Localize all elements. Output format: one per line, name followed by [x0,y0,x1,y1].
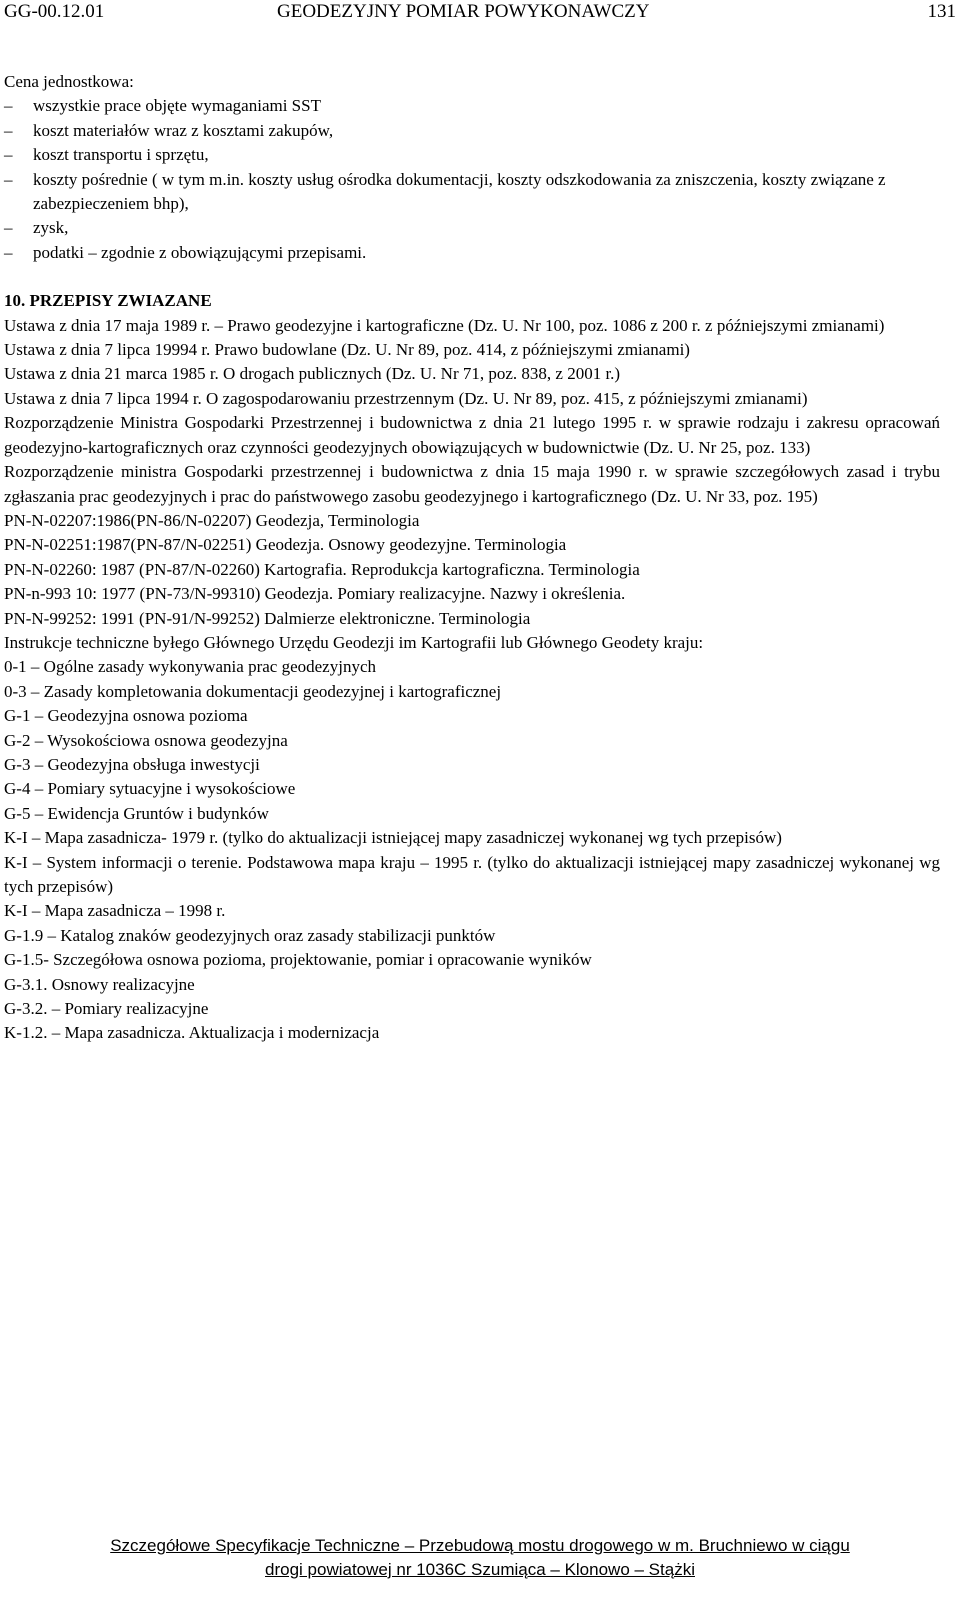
reference-item: PN-N-02251:1987(PN-87/N-02251) Geodezja. Osnowy geodezyjne. Terminologia [4,535,567,555]
page-number: 131 [927,1,956,22]
reference-item: PN-n-993 10: 1977 (PN-73/N-99310) Geodezja. Pomiary realizacyjne. Nazwy i określenia. [4,584,626,604]
reference-item: G-5 – Ewidencja Gruntów i budynków [4,803,269,823]
reference-item: 0-3 – Zasady kompletowania dokumentacji geodezyjnej i kartograficznej [4,681,502,701]
price-list-item [4,119,940,143]
dash-bullet: – [4,120,13,140]
unit-price-list [4,94,940,265]
price-list-item-text: wszystkie prace objęte wymaganiami SST [33,96,321,116]
reference-item: K-I – Mapa zasadnicza- 1979 r. (tylko do aktualizacji istniejącej mapy zasadniczej wykonanej wg tych przepisów) [4,828,782,848]
reference-item: Ustawa z dnia 7 lipca 19994 r. Prawo budowlane (Dz. U. Nr 89, poz. 414, z późniejszymi zmianami) [4,340,690,360]
price-list-item-text: podatki – zgodnie z obowiązującymi przepisami. [33,242,367,262]
document-code: GG-00.12.01 [4,1,105,22]
price-list-item-text: zysk, [33,218,69,238]
price-list-item [4,168,940,217]
price-list-item-text: koszt materiałów wraz z kosztami zakupów, [33,120,334,140]
reference-item: Instrukcje techniczne byłego Głównego Urzędu Geodezji im Kartografii lub Głównego Geodety kraju: [4,632,704,652]
reference-item: G-1 – Geodezyjna osnowa pozioma [4,706,248,726]
price-list-item [4,241,940,265]
reference-item: K-1.2. – Mapa zasadnicza. Aktualizacja i modernizacja [4,1023,380,1043]
reference-item: G-1.5- Szczegółowa osnowa pozioma, projektowanie, pomiar i opracowanie wyników [4,950,592,970]
reference-item: PN-N-99252: 1991 (PN-91/N-99252) Dalmierze elektroniczne. Terminologia [4,608,531,628]
reference-item: K-I – Mapa zasadnicza – 1998 r. [4,901,226,921]
reference-item: Rozporządzenie Ministra Gospodarki Przestrzennej i budownictwa z dnia 21 lutego 1995 r. w sprawie rodzaju i zakresu opracowań geodezyjno-kartograficznych oraz czynności geodezyjnych obowiązujących w budownictwie (Dz. U. Nr 25, poz. 133) [4,413,940,457]
dash-bullet: – [4,145,13,165]
document-title: GEODEZYJNY POMIAR POWYKONAWCZY [277,1,650,22]
reference-item: K-I – System informacji o terenie. Podstawowa mapa kraju – 1995 r. (tylko do aktualizacji istniejącej mapy zasadniczej wykonanej wg tych przepisów) [4,852,940,896]
reference-item: PN-N-02207:1986(PN-86/N-02207) Geodezja, Terminologia [4,510,420,530]
reference-item: PN-N-02260: 1987 (PN-87/N-02260) Kartografia. Reprodukcja kartograficzna. Terminologia [4,559,640,579]
reference-item: Ustawa z dnia 21 marca 1985 r. O drogach publicznych (Dz. U. Nr 71, poz. 838, z 2001 r.) [4,364,621,384]
reference-item: G-3 – Geodezyjna obsługa inwestycji [4,754,260,774]
dash-bullet: – [4,169,13,189]
references-list [4,314,940,1046]
price-list-item-text: koszt transportu i sprzętu, [33,145,209,165]
page-footer [0,1534,960,1582]
reference-item: G-2 – Wysokościowa osnowa geodezyjna [4,730,288,750]
footer-line-2: drogi powiatowej nr 1036C Szumiąca – Klonowo – Stążki [265,1560,695,1579]
footer-line-1: Szczegółowe Specyfikacje Techniczne – Przebudową mostu drogowego w m. Bruchniewo w ciągu [110,1536,850,1555]
unit-price-label: Cena jednostkowa: [4,72,134,91]
reference-item: 0-1 – Ogólne zasady wykonywania prac geodezyjnych [4,657,376,677]
price-list-item [4,216,940,240]
reference-item: G-3.1. Osnowy realizacyjne [4,974,195,994]
spacer [4,265,940,289]
reference-item: Ustawa z dnia 7 lipca 1994 r. O zagospodarowaniu przestrzennym (Dz. U. Nr 89, poz. 415, z późniejszymi zmianami) [4,388,808,408]
price-list-item-text: koszty pośrednie ( w tym m.in. koszty usług ośrodka dokumentacji, koszty odszkodowania za zniszczenia, koszty związane z zabezpieczeniem bhp), [33,169,886,214]
reference-item: Rozporządzenie ministra Gospodarki przestrzennej i budownictwa z dnia 15 maja 1990 r. w sprawie szczegółowych zasad i trybu zgłaszania prac geodezyjnych i prac do państwowego zasobu geodezyjnego i kartograficznego (Dz. U. Nr 33, poz. 195) [4,462,940,506]
reference-item: Ustawa z dnia 17 maja 1989 r. – Prawo geodezyjne i kartograficzne (Dz. U. Nr 100, poz. 1086 z 200 r. z późniejszymi zmianami) [4,315,885,335]
page-content [4,70,940,1046]
page-header [4,0,956,28]
section-title: 10. PRZEPISY ZWIAZANE [4,291,212,311]
reference-item: G-3.2. – Pomiary realizacyjne [4,999,209,1019]
price-list-item [4,94,940,118]
dash-bullet: – [4,242,13,262]
dash-bullet: – [4,218,13,238]
reference-item: G-1.9 – Katalog znaków geodezyjnych oraz zasady stabilizacji punktów [4,925,496,945]
price-list-item [4,143,940,167]
reference-item: G-4 – Pomiary sytuacyjne i wysokościowe [4,779,296,799]
dash-bullet: – [4,96,13,116]
